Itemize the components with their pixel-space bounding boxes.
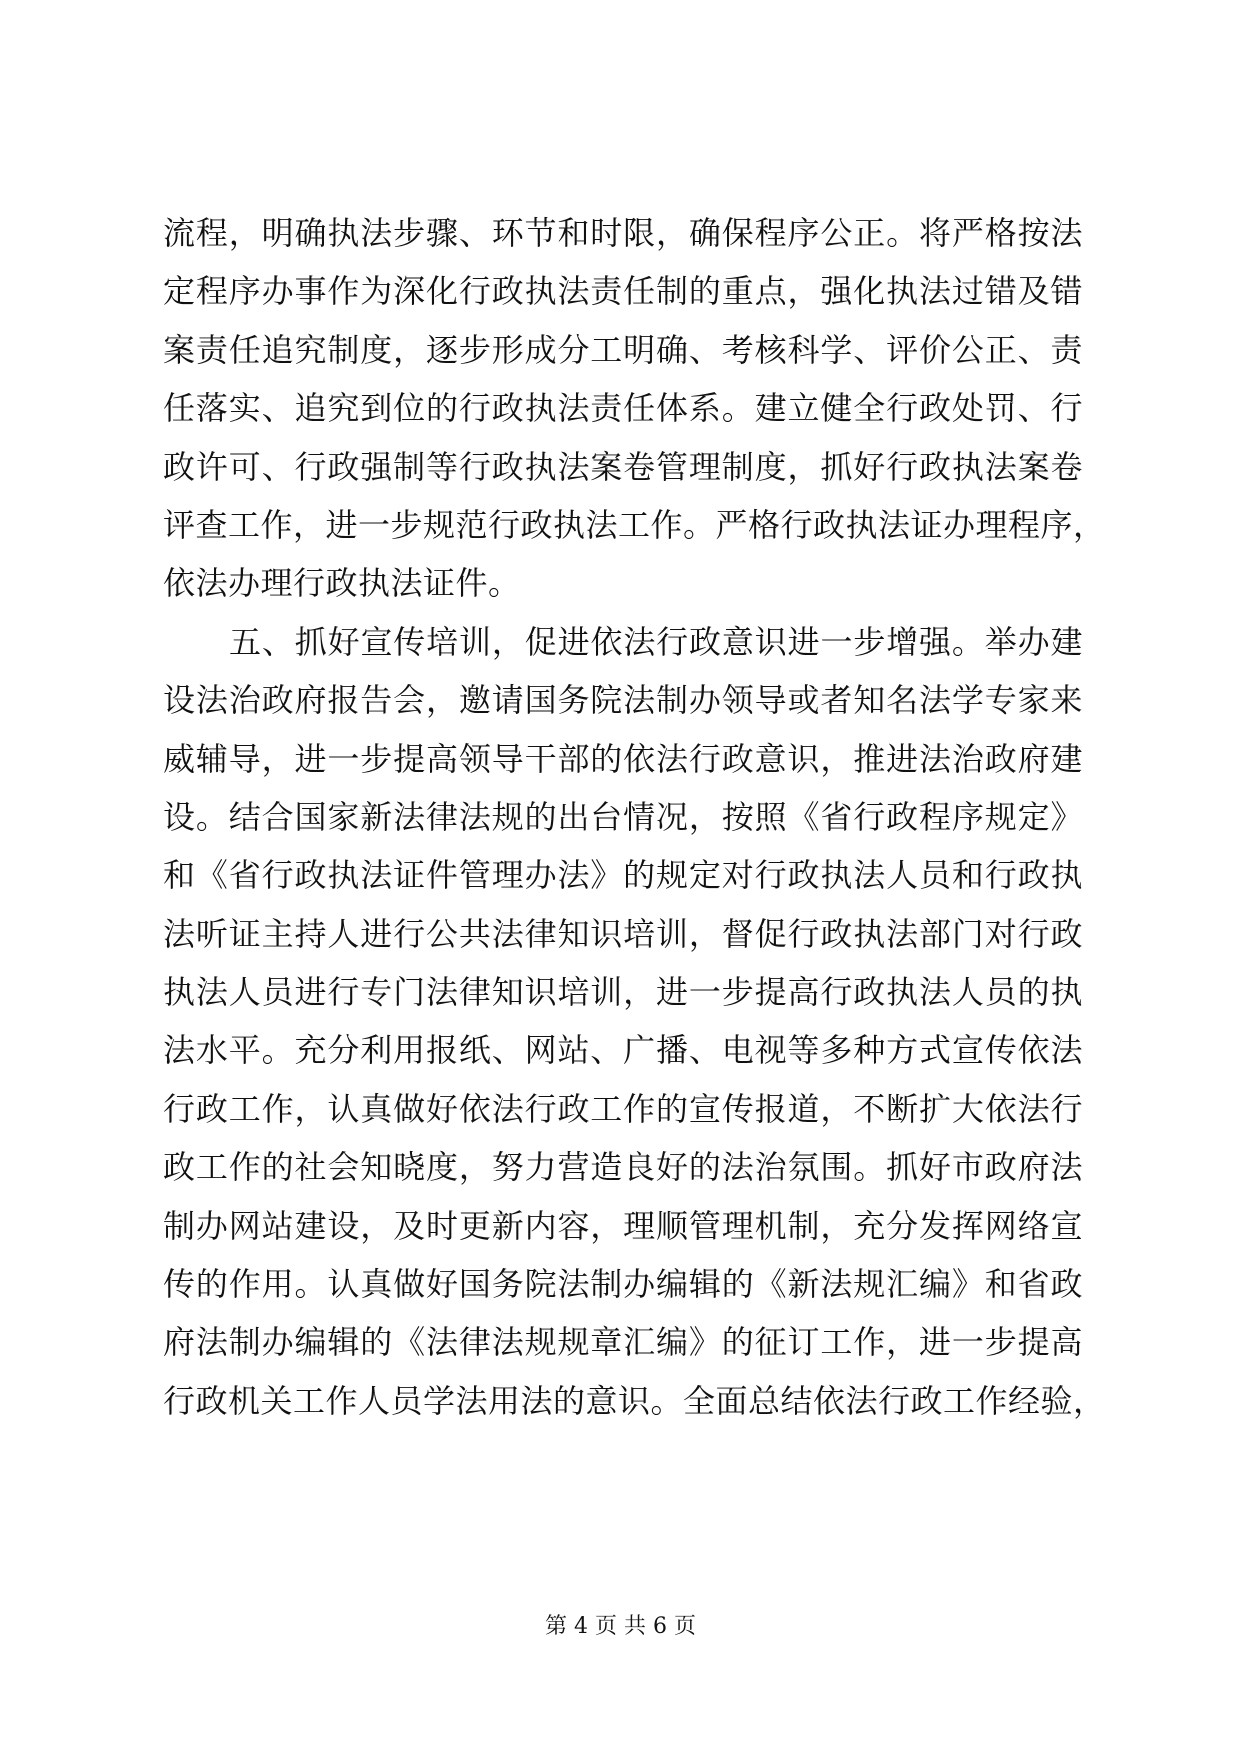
paragraph [163, 613, 1106, 1430]
paragraph [163, 204, 1106, 613]
text-line: 设。结合国家新法律法规的出台情况，按照《省行政程序规定》 [163, 797, 1083, 836]
text-line: 五、抓好宣传培训，促进依法行政意识进一步增强。举办建 [229, 622, 1083, 661]
text-line: 威辅导，进一步提高领导干部的依法行政意识，推进法治政府建 [163, 739, 1083, 778]
text-line: 政工作的社会知晓度，努力营造良好的法治氛围。抓好市政府法 [163, 1148, 1083, 1187]
text-line: 和《省行政执法证件管理办法》的规定对行政执法人员和行政执 [163, 856, 1083, 895]
text-line: 行政机关工作人员学法用法的意识。全面总结依法行政工作经验， [163, 1381, 1106, 1420]
document-body [163, 204, 1106, 1430]
text-line: 执法人员进行专门法律知识培训，进一步提高行政执法人员的执 [163, 973, 1083, 1012]
text-line: 依法办理行政执法证件。 [163, 564, 521, 603]
text-line: 评查工作，进一步规范行政执法工作。严格行政执法证办理程序， [163, 505, 1106, 544]
text-line: 定程序办事作为深化行政执法责任制的重点，强化执法过错及错 [163, 272, 1083, 311]
text-line: 行政工作，认真做好依法行政工作的宣传报道，不断扩大依法行 [163, 1089, 1083, 1128]
text-line: 政许可、行政强制等行政执法案卷管理制度，抓好行政执法案卷 [163, 447, 1083, 486]
page-footer: 第 4 页 共 6 页 [545, 1614, 696, 1639]
text-line: 案责任追究制度，逐步形成分工明确、考核科学、评价公正、责 [163, 330, 1083, 369]
text-line: 法水平。充分利用报纸、网站、广播、电视等多种方式宣传依法 [163, 1031, 1083, 1070]
text-line: 府法制办编辑的《法律法规规章汇编》的征订工作，进一步提高 [163, 1323, 1083, 1362]
text-line: 任落实、追究到位的行政执法责任体系。建立健全行政处罚、行 [163, 389, 1083, 428]
text-line: 制办网站建设，及时更新内容，理顺管理机制，充分发挥网络宣 [163, 1206, 1083, 1245]
text-line: 法听证主持人进行公共法律知识培训，督促行政执法部门对行政 [163, 914, 1083, 953]
text-line: 流程，明确执法步骤、环节和时限，确保程序公正。将严格按法 [163, 214, 1083, 252]
text-line: 设法治政府报告会，邀请国务院法制办领导或者知名法学专家来 [163, 681, 1083, 720]
text-line: 传的作用。认真做好国务院法制办编辑的《新法规汇编》和省政 [163, 1265, 1083, 1304]
